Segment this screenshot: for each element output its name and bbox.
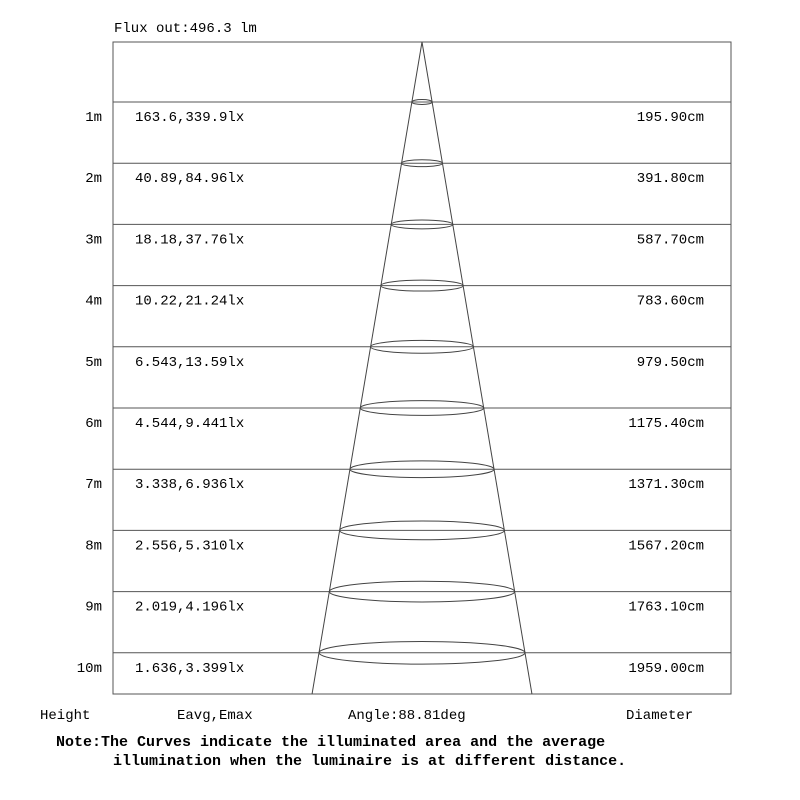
diameter-label: 1959.00cm bbox=[628, 660, 704, 677]
height-label: 6m bbox=[85, 416, 102, 432]
illuminance-label: 18.18,37.76lx bbox=[135, 232, 245, 249]
note-prefix: Note: bbox=[56, 734, 102, 751]
height-label: 10m bbox=[76, 660, 102, 677]
diameter-label: 391.80cm bbox=[636, 171, 704, 188]
diameter-label: 587.70cm bbox=[636, 232, 704, 249]
illuminance-label: 1.636,3.399lx bbox=[135, 660, 245, 677]
diameter-label: 1175.40cm bbox=[628, 416, 704, 432]
diameter-label: 195.90cm bbox=[636, 110, 704, 126]
beam-edge-left bbox=[312, 42, 422, 694]
diameter-label: 1567.20cm bbox=[628, 538, 704, 555]
height-label: 9m bbox=[85, 599, 102, 616]
chart-title: Flux out:496.3 lm bbox=[114, 21, 257, 37]
angle-label: Angle:88.81deg bbox=[348, 708, 466, 724]
column-label-diameter: Diameter bbox=[626, 708, 694, 724]
height-label: 8m bbox=[85, 538, 102, 555]
beam-cone bbox=[312, 42, 532, 694]
height-label: 5m bbox=[85, 354, 102, 371]
note bbox=[56, 733, 796, 771]
illuminance-label: 10.22,21.24lx bbox=[135, 293, 245, 310]
illuminance-label: 3.338,6.936lx bbox=[135, 477, 245, 494]
note-line-2: illumination when the luminaire is at different distance. bbox=[113, 753, 627, 770]
height-label: 3m bbox=[85, 232, 102, 249]
illuminance-label: 40.89,84.96lx bbox=[135, 171, 245, 188]
height-label: 2m bbox=[85, 171, 102, 188]
diameter-label: 783.60cm bbox=[636, 293, 704, 310]
column-label-illuminance: Eavg,Emax bbox=[177, 708, 253, 724]
illuminance-label: 2.019,4.196lx bbox=[135, 599, 245, 616]
diameter-label: 979.50cm bbox=[636, 354, 704, 371]
illuminance-label: 4.544,9.441lx bbox=[135, 416, 245, 432]
column-label-height: Height bbox=[40, 708, 91, 724]
illuminance-label: 6.543,13.59lx bbox=[135, 354, 245, 371]
illuminance-label: 2.556,5.310lx bbox=[135, 538, 245, 555]
height-label: 1m bbox=[85, 110, 102, 126]
diameter-label: 1763.10cm bbox=[628, 599, 704, 616]
beam-edge-right bbox=[422, 42, 532, 694]
height-label: 4m bbox=[85, 293, 102, 310]
illuminance-label: 163.6,339.9lx bbox=[135, 110, 245, 126]
note-line-1: The Curves indicate the illuminated area and the average bbox=[101, 734, 606, 751]
height-label: 7m bbox=[85, 477, 102, 494]
diameter-label: 1371.30cm bbox=[628, 477, 704, 494]
